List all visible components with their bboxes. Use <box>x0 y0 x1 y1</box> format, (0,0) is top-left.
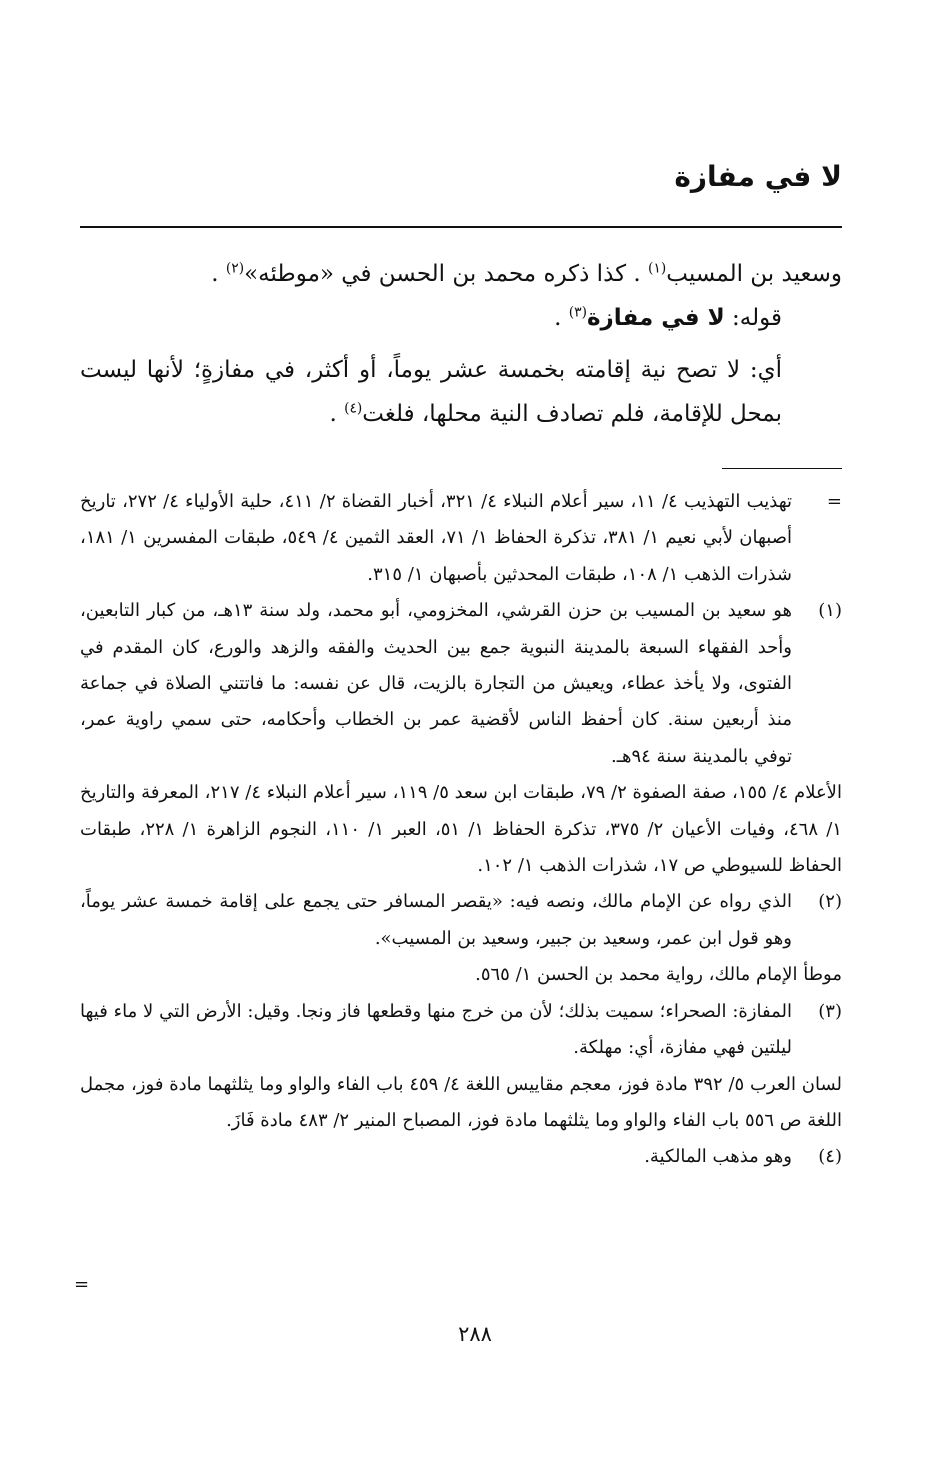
main-paragraph-1 <box>80 252 842 296</box>
main-text <box>80 252 842 436</box>
main-paragraph-3 <box>80 348 842 436</box>
footnote-ref-3[interactable]: (٣) <box>568 304 587 321</box>
footnote-ref-2[interactable]: (٢) <box>225 260 245 277</box>
footnotes-section <box>80 484 842 1176</box>
footnote-4 <box>80 1139 842 1175</box>
p3-end: . <box>329 401 345 427</box>
header-rule <box>80 226 842 228</box>
next-page-marker: = <box>74 1274 90 1295</box>
footnote-4-text: وهو مذهب المالكية. <box>644 1146 792 1168</box>
footnote-separator <box>722 468 842 469</box>
p2-end: . <box>554 305 569 331</box>
continuation-text: تهذيب التهذيب ٤/ ١١، سير أعلام النبلاء ٤/ ٣٢١، أخبار القضاة ٢/ ٤١١، حلية الأولياء ٤/ ٢٧٢، تاريخ أصبهان لأبي نعيم ١/ ٣٨١، تذكرة الحفاظ ١/ ٧١، العقد الثمين ٤/ ٥٤٩، طبقات المفسرين ١/ ١٨١، شذرات الذهب ١/ ١٠٨، طبقات المحدثين بأصبهان ١/ ٣١٥. <box>80 491 793 585</box>
footnote-1-sources: الأعلام ٤/ ١٥٥، صفة الصفوة ٢/ ٧٩، طبقات ابن سعد ٥/ ١١٩، سير أعلام النبلاء ٤/ ٢١٧، المعرفة والتاريخ ١/ ٤٦٨، وفيات الأعيان ٢/ ٣٧٥، تذكرة الحفاظ ١/ ٥١، العبر ١/ ١١٠، النجوم الزاهرة ١/ ٢٢٨، طبقات الحفاظ للسيوطي ص ١٧، شذرات الذهب ١/ ١٠٢. <box>80 782 842 877</box>
footnote-ref-1[interactable]: (١) <box>648 260 667 277</box>
footnote-1-text: هو سعيد بن المسيب بن حزن القرشي، المخزومي، أبو محمد، ولد سنة ١٣هـ، من كبار التابعين، وأحد الفقهاء السبعة بالمدينة النبوية جمع بين الحديث والفقه والزهد والورع، كان المقدم في الفتوى، ولا يأخذ عطاء، ويعيش من التجارة بالزيت، قال عن نفسه: ما فاتتني الصلاة في جماعة منذ أربعين سنة. كان أحفظ الناس لأقضية عمر بن الخطاب وأحكامه، حتى سمي راوية عمر، توفي بالمدينة سنة ٩٤هـ. <box>80 600 792 767</box>
p1-end: . <box>211 261 226 287</box>
footnote-2 <box>80 884 842 957</box>
p3-text: أي: لا تصح نية إقامته بخمسة عشر يوماً، أو أكثر، في مفازةٍ؛ لأنها ليست بمحل للإقامة، فلم تصادف النية محلها، فلغت <box>80 357 782 427</box>
footnote-continuation <box>80 484 842 593</box>
p1-text: وسعيد بن المسيب <box>666 261 842 287</box>
footnote-3-text: المفازة: الصحراء؛ سميت بذلك؛ لأن من خرج منها وقطعها فاز ونجا. وقيل: الأرض التي لا ماء فيها ليلتين فهي مفازة، أي: مهلكة. <box>80 1000 792 1059</box>
p2-bold-quote: لا في مفازة <box>586 305 725 331</box>
footnote-3 <box>80 994 842 1067</box>
main-paragraph-2 <box>80 296 842 340</box>
running-header-title: لا في مفازة <box>674 160 842 193</box>
footnote-1 <box>80 593 842 775</box>
p2-lead: قوله: <box>724 305 782 331</box>
continuation-marker: = <box>826 491 842 512</box>
page-number: ٢٨٨ <box>458 1322 492 1346</box>
p1-mid: . كذا ذكره محمد بن الحسن في «موطئه» <box>244 261 649 287</box>
footnote-2-marker: (٢) <box>818 891 842 913</box>
footnote-1-marker: (١) <box>818 600 842 622</box>
footnote-2-text: الذي رواه عن الإمام مالك، ونصه فيه: «يقصر المسافر حتى يجمع على إقامة خمسة عشر يوماً، وهو قول ابن عمر، وسعيد بن جبير، وسعيد بن المسيب». <box>80 891 792 949</box>
footnote-2-sources: موطأ الإمام مالك، رواية محمد بن الحسن ١/ ٥٦٥. <box>475 964 842 986</box>
footnote-3-marker: (٣) <box>818 1000 842 1022</box>
footnote-ref-4[interactable]: (٤) <box>344 400 363 417</box>
footnote-3-sources: لسان العرب ٥/ ٣٩٢ مادة فوز، معجم مقاييس اللغة ٤/ ٤٥٩ باب الفاء والواو وما يثلثهما مادة فوز، مجمل اللغة ص ٥٥٦ باب الفاء والواو وما يثلثهما مادة فوز، المصباح المنير ٢/ ٤٨٣ مادة فَازَ. <box>80 1073 842 1131</box>
footnote-4-marker: (٤) <box>818 1146 842 1168</box>
